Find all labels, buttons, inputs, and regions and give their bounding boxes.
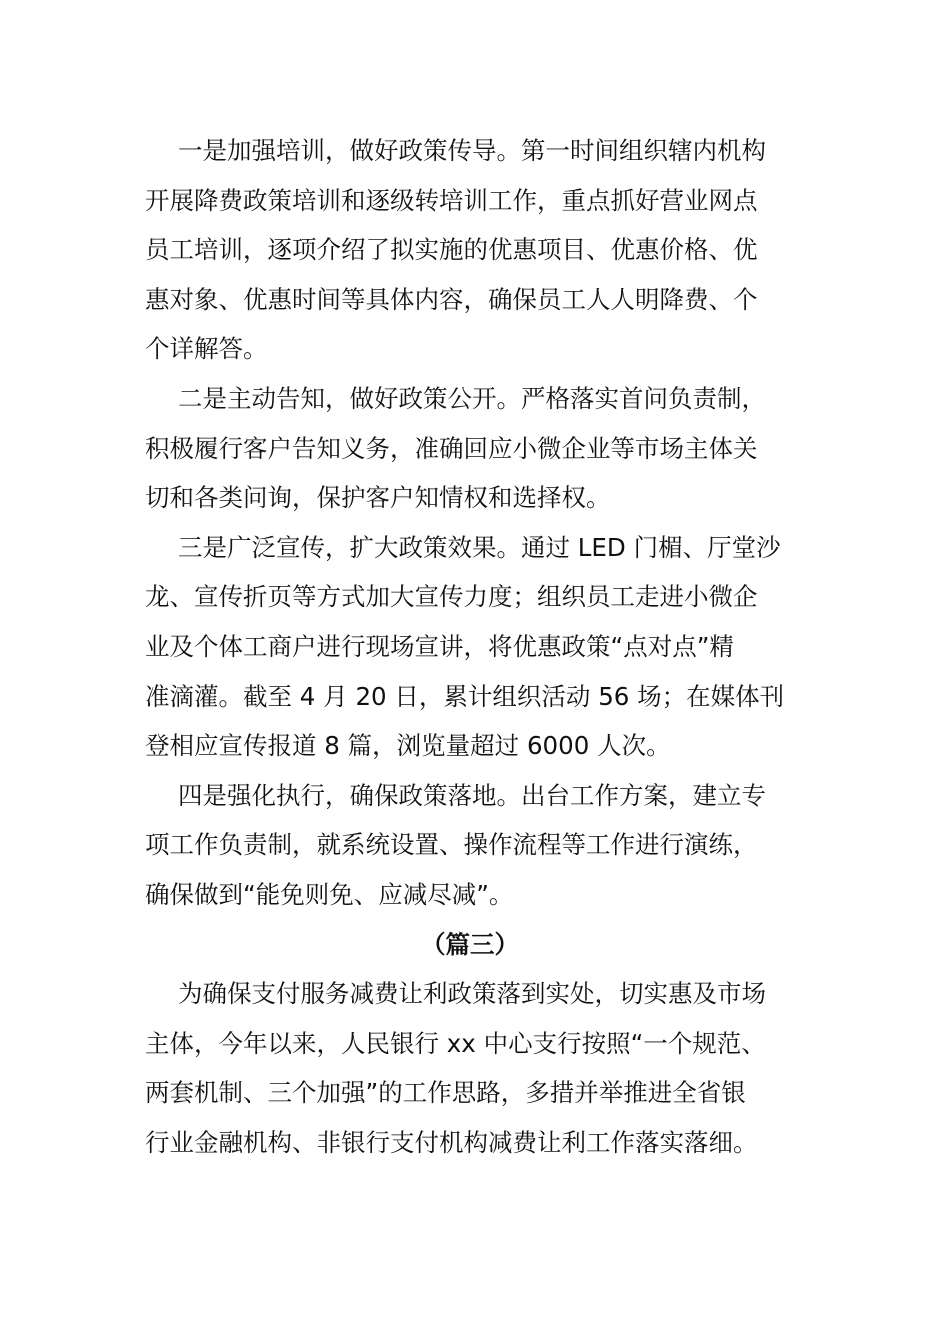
text-line: 积极履行客户告知义务，准确回应小微企业等市场主体关: [145, 433, 758, 463]
paragraph: [145, 771, 795, 920]
text-line: 项工作负责制，就系统设置、操作流程等工作进行演练，: [145, 830, 758, 860]
text-line: 三是广泛宣传，扩大政策效果。通过 LED 门楣、厅堂沙: [178, 532, 781, 562]
text-line: 两套机制、三个加强”的工作思路，多措并举推进全省银: [145, 1078, 746, 1108]
text-line: 为确保支付服务减费让利政策落到实处，切实惠及市场: [178, 979, 766, 1009]
paragraph: [145, 126, 795, 374]
paragraph: [145, 969, 795, 1167]
paragraph: [145, 523, 795, 771]
text-line: 员工培训，逐项介绍了拟实施的优惠项目、优惠价格、优: [145, 235, 758, 265]
text-line: 个详解答。: [145, 334, 268, 364]
text-line: 业及个体工商户进行现场宣讲，将优惠政策“点对点”精: [145, 631, 734, 661]
document-body: [145, 126, 795, 1167]
text-line: 确保做到“能免则免、应减尽减”。: [145, 879, 514, 909]
text-line: 二是主动告知，做好政策公开。严格落实首问负责制，: [178, 383, 766, 413]
text-line: 主体，今年以来，人民银行 xx 中心支行按照“一个规范、: [145, 1028, 766, 1058]
section-title: （篇三）: [421, 929, 519, 959]
text-line: 惠对象、优惠时间等具体内容，确保员工人人明降费、个: [145, 284, 758, 314]
text-line: 龙、宣传折页等方式加大宣传力度；组织员工走进小微企: [145, 582, 758, 612]
text-line: 准滴灌。截至 4 月 20 日，累计组织活动 56 场；在媒体刊: [145, 681, 785, 711]
text-line: 开展降费政策培训和逐级转培训工作，重点抓好营业网点: [145, 185, 758, 215]
text-line: 行业金融机构、非银行支付机构减费让利工作落实落细。: [145, 1127, 758, 1157]
text-line: 切和各类问询，保护客户知情权和选择权。: [145, 483, 611, 513]
text-line: 四是强化执行，确保政策落地。出台工作方案，建立专: [178, 780, 766, 810]
text-line: 一是加强培训，做好政策传导。第一时间组织辖内机构: [178, 136, 766, 165]
text-line: 登相应宣传报道 8 篇，浏览量超过 6000 人次。: [145, 731, 671, 761]
paragraph: [145, 374, 795, 523]
